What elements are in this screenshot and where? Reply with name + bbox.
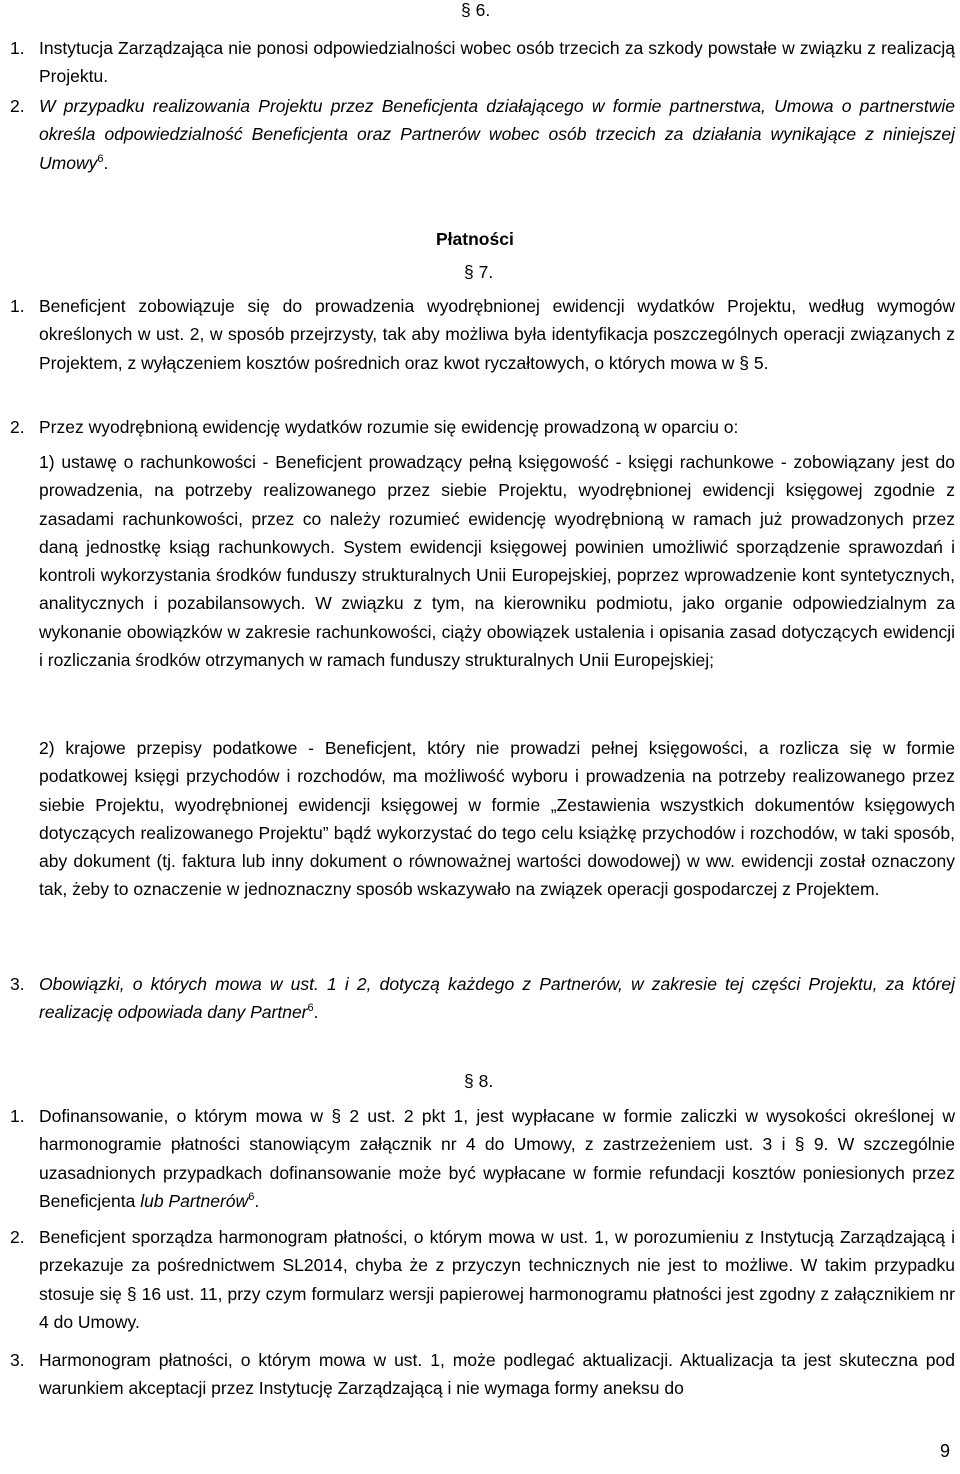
section-7-heading: § 7.	[464, 262, 494, 282]
s7-paragraph-3	[10, 970, 955, 1027]
s8-paragraph-2	[10, 1223, 955, 1336]
s7-paragraph-2	[10, 413, 955, 441]
page-number: 9	[939, 1441, 950, 1461]
s8-paragraph-3	[10, 1346, 955, 1403]
s7-list-item-1: 1) ustawę o rachunkowości - Beneficjent prowadzący pełną księgowość - księgi rachunkowe - zobowiązany jest do prowadzenia, na potrzeby realizowanego przez siebie Projektu, wyodrębnionej ewidencji księgowej zgodnie z zasadami rachunkowości, przez co należy rozumieć ewidencję wyodrębnioną w ramach już prowadzonych przez daną jednostkę ksiąg rachunkowych. System ewidencji księgowej powinien umożliwić sporządzenie sprawozdań i kontroli wykorzystania środków funduszy strukturalnych Unii Europejskiej, poprzez wprowadzenie kont syntetycznych, analitycznych i pozabilansowych. W związku z tym, na kierowniku podmiotu, jako organie odpowiedzialnym za wykonanie obowiązków w zakresie rachunkowości, ciąży obowiązek ustalenia i opisania zasad dotyczących ewidencji i rozliczania środków otrzymanych w ramach funduszy strukturalnych Unii Europejskiej;	[39, 452, 955, 671]
s7-p1-text: Beneficjent zobowiązuje się do prowadzenia wyodrębnionej ewidencji wydatków Projektu, według wymogów określonych w ust. 2, w sposób przejrzysty, tak aby możliwa była identyfikacja poszczególnych operacji związanych z Projektem, z wyłączeniem kosztów pośrednich oraz kwot ryczałtowych, o których mowa w § 5.	[39, 296, 955, 373]
s8-p1-italic: lub Partnerów	[140, 1190, 249, 1211]
s8-p1-number: 1.	[10, 1106, 25, 1126]
s8-p2-number: 2.	[10, 1227, 25, 1247]
s6-paragraph-1	[10, 34, 955, 91]
s8-p1-text: Dofinansowanie, o którym mowa w § 2 ust. 2 pkt 1, jest wypłacane w formie zaliczki w wysokości określonej w harmonogramie płatności stanowiącym załącznik nr 4 do Umowy, z zastrzeżeniem ust. 3 i § 9. W szczególnie uzasadnionych przypadkach dofinansowanie może być wypłacane w formie refundacji kosztów poniesionych przez Beneficjenta	[39, 1106, 955, 1211]
s8-p1-footnote-ref: 6	[248, 1191, 255, 1204]
s8-paragraph-1	[10, 1102, 955, 1215]
s7-p3-end: .	[313, 1002, 319, 1023]
s7-p3-footnote-ref: 6	[307, 1002, 314, 1015]
section-6-heading: § 6.	[461, 0, 491, 20]
s6-p1-number: 1.	[10, 38, 25, 58]
s7-p2-text: Przez wyodrębnioną ewidencję wydatków rozumie się ewidencję prowadzoną w oparciu o:	[39, 417, 739, 437]
s7-p3-text: Obowiązki, o których mowa w ust. 1 i 2, dotyczą każdego z Partnerów, w zakresie tej części Projektu, za której realizację odpowiada dany Partner	[39, 974, 955, 1023]
s8-p3-text: Harmonogram płatności, o którym mowa w ust. 1, może podlegać aktualizacji. Aktualizacja ta jest skuteczna pod warunkiem akceptacji przez Instytucję Zarządzającą i nie wymaga formy aneksu do	[39, 1350, 955, 1399]
s6-paragraph-2	[10, 92, 955, 177]
s7-p1-number: 1.	[10, 296, 25, 316]
s6-p1-text: Instytucja Zarządzająca nie ponosi odpowiedzialności wobec osób trzecich za szkody powstałe w związku z realizacją Projektu.	[39, 38, 955, 87]
section-8-heading: § 8.	[464, 1071, 494, 1091]
s8-p1-end: .	[254, 1190, 260, 1211]
s6-p2-number: 2.	[10, 96, 25, 116]
s6-p2-footnote-ref: 6	[97, 152, 104, 165]
s7-list-item-2: 2) krajowe przepisy podatkowe - Beneficjent, który nie prowadzi pełnej księgowości, a rozlicza się w formie podatkowej księgi przychodów i rozchodów, ma możliwość wyboru i prowadzenia na potrzeby realizowanego przez siebie Projektu, wyodrębnionej ewidencji księgowej w formie „Zestawienia wszystkich dokumentów księgowych dotyczących realizowanego Projektu” bądź wykorzystać do tego celu książkę przychodów i rozchodów, w taki sposób, aby dokument (tj. faktura lub inny dokument o równoważnej wartości dowodowej) w ww. ewidencji został oznaczony tak, żeby to oznaczenie w jednoznaczny sposób wskazywało na związek operacji gospodarczej z Projektem.	[39, 738, 955, 900]
s6-p2-end: .	[103, 152, 109, 173]
s7-p3-number: 3.	[10, 974, 25, 994]
s7-p2-number: 2.	[10, 417, 25, 437]
s7-paragraph-1	[10, 292, 955, 377]
s8-p3-number: 3.	[10, 1350, 25, 1370]
s8-p2-text: Beneficjent sporządza harmonogram płatności, o którym mowa w ust. 1, w porozumieniu z Instytucją Zarządzającą i przekazuje za pośrednictwem SL2014, chyba że z przyczyn technicznych nie jest to możliwe. W takim przypadku stosuje się § 16 ust. 11, przy czym formularz wersji papierowej harmonogramu płatności jest zgodny z załącznikiem nr 4 do Umowy.	[39, 1227, 955, 1332]
section-title-platnosci: Płatności	[436, 229, 514, 249]
s6-p2-text: W przypadku realizowania Projektu przez Beneficjenta działającego w formie partnerstwa, Umowa o partnerstwie określa odpowiedzialność Beneficjenta oraz Partnerów wobec osób trzecich za działania wynikające z niniejszej Umowy	[39, 96, 955, 173]
